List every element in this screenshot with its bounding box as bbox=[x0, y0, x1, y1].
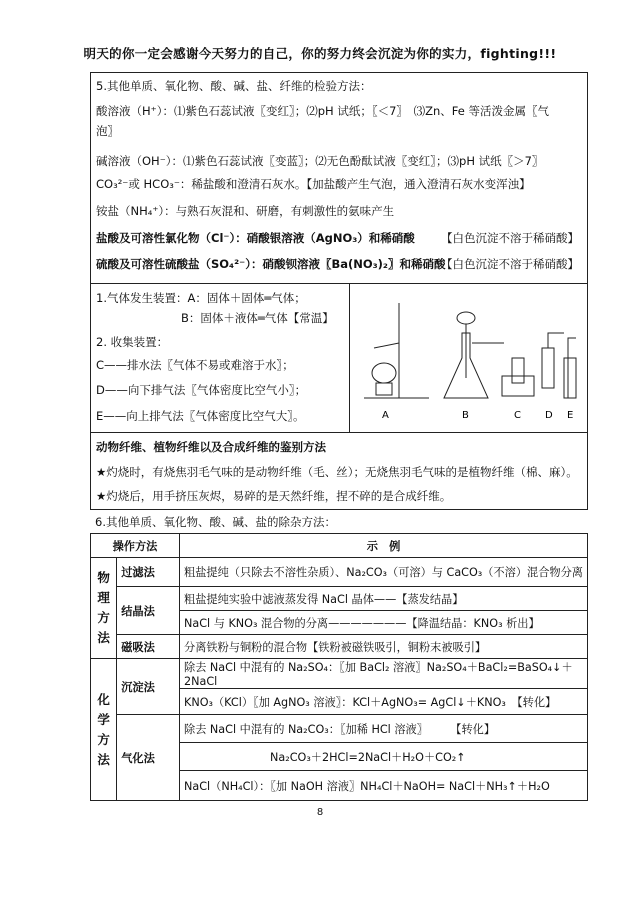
chemical-methods: 化学方法 bbox=[91, 659, 117, 801]
fiber-box bbox=[90, 432, 588, 510]
page-number: 8 bbox=[316, 807, 324, 818]
magnet-method: 磁吸法 bbox=[117, 635, 180, 659]
cryst-method: 结晶法 bbox=[117, 587, 180, 635]
page-header: 明天的你一定会感谢今天努力的自己，你的努力终会沉淀为你的实力，fighting!!! bbox=[83, 46, 557, 61]
cryst-example-2: NaCl 与 KNO₃ 混合物的分离———————【降温结晶：KNO₃ 析出】 bbox=[180, 611, 588, 635]
gas-apparatus-box bbox=[90, 283, 588, 433]
collect-title: 2. 收集装置： bbox=[96, 335, 169, 349]
apparatus-figure bbox=[354, 288, 584, 428]
sulfate-note: 【白色沉淀不溶于稀硝酸】 bbox=[441, 257, 579, 271]
gas-gen-a: 1.气体发生装置：A：固体＋固体═气体； bbox=[96, 291, 306, 305]
magnet-example: 分离铁粉与铜粉的混合物【铁粉被磁铁吸引，铜粉末被吸引】 bbox=[180, 635, 588, 659]
filter-method: 过滤法 bbox=[117, 558, 180, 587]
sulfate-test: 硫酸及可溶性硫酸盐（SO₄²⁻）：硝酸钡溶液〖Ba(NO₃)₂〗和稀硝酸 bbox=[96, 257, 446, 271]
filter-example: 粗盐提纯（只除去不溶性杂质）、Na₂CO₃（可溶）与 CaCO₃（不溶）混合物分离 bbox=[180, 558, 588, 587]
chloride-test: 盐酸及可溶性氯化物（Cl⁻）：硝酸银溶液（AgNO₃）和稀硝酸 bbox=[96, 231, 415, 245]
base-test: 碱溶液（OH⁻）：⑴紫色石蕊试液〖变蓝〗；⑵无色酚酞试液〖变红〗；⑶pH 试纸〖＞7〗 bbox=[96, 154, 544, 168]
label-c: C bbox=[514, 410, 521, 421]
fiber-line-2: ★灼烧后，用手挤压灰烬，易碎的是天然纤维，捏不碎的是合成纤维。 bbox=[96, 489, 452, 503]
label-b: B bbox=[462, 410, 469, 421]
section-5-box bbox=[90, 72, 588, 284]
col-example: 示 例 bbox=[180, 534, 588, 558]
collect-c: C——排水法〖气体不易或难溶于水〗； bbox=[96, 358, 294, 372]
label-d: D bbox=[545, 410, 553, 421]
purification-table bbox=[90, 533, 588, 801]
gasify-method: 气化法 bbox=[117, 715, 180, 801]
label-a: A bbox=[382, 410, 389, 421]
collect-e: E——向上排气法〖气体密度比空气大〗。 bbox=[96, 409, 305, 423]
gasify-example-3: NaCl（NH₄Cl）：〖加 NaOH 溶液〗NH₄Cl＋NaOH= NaCl＋NH₃↑＋H₂O bbox=[180, 771, 588, 801]
acid-test: 酸溶液（H⁺）：⑴紫色石蕊试液〖变红〗；⑵pH 试纸；〖＜7〗 ⑶Zn、Fe 等活泼金属〖气 bbox=[96, 104, 550, 118]
carbonate-test: CO₃²⁻或 HCO₃⁻：稀盐酸和澄清石灰水。【加盐酸产生气泡，通入澄清石灰水变浑浊】 bbox=[96, 177, 531, 191]
col-method: 操作方法 bbox=[91, 534, 180, 558]
precip-example-2: KNO₃（KCl）〖加 AgNO₃ 溶液〗：KCl＋AgNO₃= AgCl↓＋KNO₃ 【转化】 bbox=[180, 689, 588, 715]
label-e: E bbox=[567, 410, 574, 421]
collect-d: D——向下排气法〖气体密度比空气小〗； bbox=[96, 383, 307, 397]
gas-gen-b: B：固体＋液体═气体【常温】 bbox=[181, 311, 334, 325]
fiber-line-1: ★灼烧时，有烧焦羽毛气味的是动物纤维（毛、丝）；无烧焦羽毛气味的是植物纤维（棉、麻）。 bbox=[96, 465, 578, 479]
acid-test-cont: 泡〗 bbox=[96, 124, 119, 138]
gasify-example-2: Na₂CO₃＋2HCl=2NaCl＋H₂O＋CO₂↑ bbox=[180, 743, 588, 771]
gasify-example-1: 除去 NaCl 中混有的 Na₂CO₃：〖加稀 HCl 溶液〗 【转化】 bbox=[180, 715, 588, 743]
section-6-title: 6.其他单质、氧化物、酸、碱、盐的除杂方法： bbox=[95, 515, 336, 529]
precip-example-1: 除去 NaCl 中混有的 Na₂SO₄：〖加 BaCl₂ 溶液〗Na₂SO₄＋BaCl₂=BaSO₄↓＋2NaCl bbox=[180, 659, 588, 689]
precip-method: 沉淀法 bbox=[117, 659, 180, 715]
physical-methods: 物理方法 bbox=[91, 558, 117, 659]
chloride-note: 【白色沉淀不溶于稀硝酸】 bbox=[441, 231, 579, 245]
fiber-title: 动物纤维、植物纤维以及合成纤维的鉴别方法 bbox=[96, 440, 326, 454]
cryst-example-1: 粗盐提纯实验中滤液蒸发得 NaCl 晶体——【蒸发结晶】 bbox=[180, 587, 588, 611]
section-5-title: 5.其他单质、氧化物、酸、碱、盐、纤维的检验方法： bbox=[96, 79, 372, 93]
ammonium-test: 铵盐（NH₄⁺）：与熟石灰混和、研磨，有刺激性的氨味产生 bbox=[96, 204, 395, 218]
